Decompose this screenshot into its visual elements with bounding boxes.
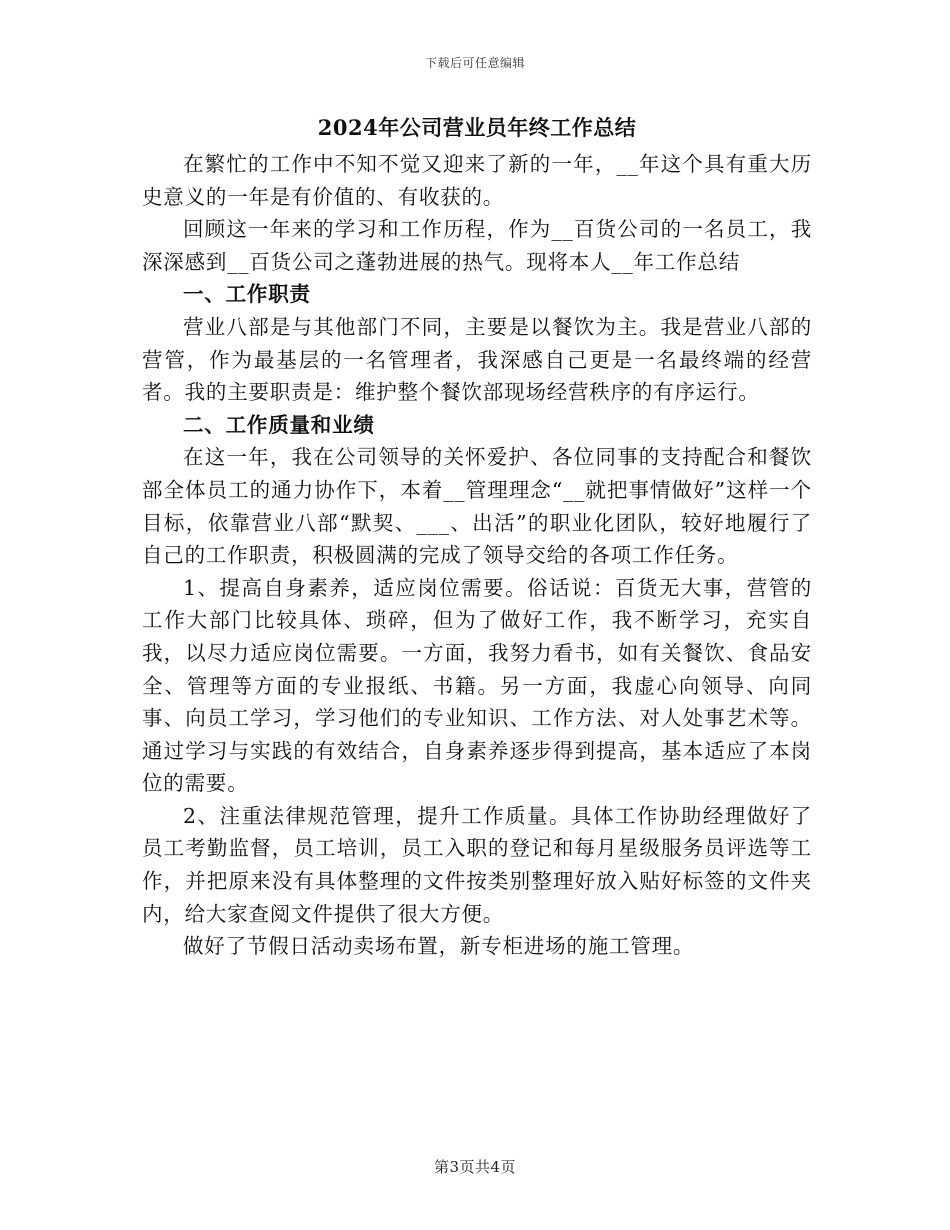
section-heading: 一、工作职责 <box>183 282 311 307</box>
document-blocks <box>142 148 812 963</box>
document-title: 2024年公司营业员年终工作总结 <box>317 115 637 140</box>
paragraph: 在繁忙的工作中不知不觉又迎来了新的一年，__年这个具有重大历史意义的一年是有价值的、有收获的。 <box>142 152 812 209</box>
section-heading: 二、工作质量和业绩 <box>183 412 375 437</box>
paragraph: 1、提高自身素养，适应岗位需要。俗话说：百货无大事，营管的工作大部门比较具体、琐碎，但为了做好工作，我不断学习，充实自我，以尽力适应岗位需要。一方面，我努力看书，如有关餐饮、食品安全、管理等方面的专业报纸、书籍。另一方面，我虚心向领导、向同事、向员工学习，学习他们的专业知识、工作方法、对人处事艺术等。通过学习与实践的有效结合，自身素养逐步得到提高，基本适应了本岗位的需要。 <box>142 575 812 796</box>
paragraph: 回顾这一年来的学习和工作历程，作为__百货公司的一名员工，我深深感到__百货公司之蓬勃进展的热气。现将本人__年工作总结 <box>142 217 812 274</box>
paragraph: 做好了节假日活动卖场布置，新专柜进场的施工管理。 <box>183 934 695 959</box>
paragraph: 在这一年，我在公司领导的关怀爱护、各位同事的支持配合和餐饮部全体员工的通力协作下，本着__管理理念“__就把事情做好”这样一个目标，依靠营业八部“默契、___、出活”的职业化团队，较好地履行了自己的工作职责，积极圆满的完成了领导交给的各项工作任务。 <box>142 445 812 568</box>
paragraph: 营业八部是与其他部门不同，主要是以餐饮为主。我是营业八部的营管，作为最基层的一名管理者，我深感自己更是一名最终端的经营者。我的主要职责是：维护整个餐饮部现场经营秩序的有序运行。 <box>142 314 812 405</box>
paragraph: 2、注重法律规范管理，提升工作质量。具体工作协助经理做好了员工考勤监督，员工培训，员工入职的登记和每月星级服务员评选等工作，并把原来没有具体整理的文件按类别整理好放入贴好标签的文件夹内，给大家查阅文件提供了很大方便。 <box>142 803 812 926</box>
page-number: 第3页共4页 <box>433 1158 517 1176</box>
header-note: 下载后可任意编辑 <box>424 56 525 70</box>
document-body <box>142 112 812 963</box>
